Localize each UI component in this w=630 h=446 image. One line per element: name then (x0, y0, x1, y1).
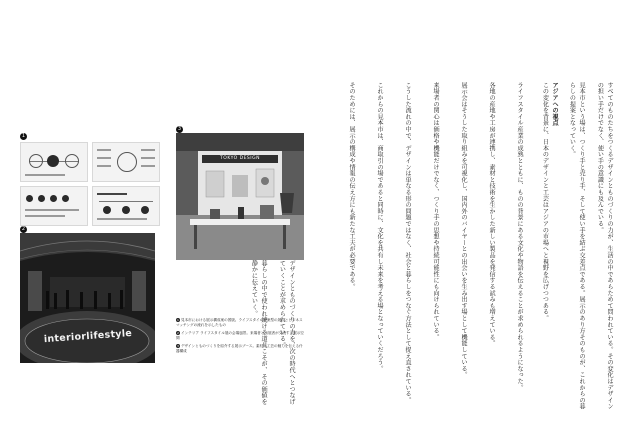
body-column-9-text: これからの見本市は、商取引の場であると同時に、文化を共有し未来を考える場となっていくだろう。 (376, 82, 383, 372)
body-column-12-text: 暮らしの中で使われ続ける道具こそが、その価値を静かに伝えていく。 (250, 260, 267, 405)
figure-3-number: 3 (177, 126, 182, 132)
diagram-thumbnail-3 (20, 186, 88, 226)
body-column-2-text: 見本市という場は、つくり手と売り手、そして使い手を結ぶ交差点である。展示のあり方そのものが、これからの暮らしの提案となっていく。 (568, 82, 585, 410)
body-column-12 (244, 260, 268, 410)
booth-sign-text: TOKYO DESIGN (220, 156, 260, 161)
caption-2-text: インテリア ライフスタイル展の会場風景。来場者と出展者が交流する展示空間 (176, 331, 304, 340)
body-column-4 (500, 82, 524, 412)
booth-photo-illustration (176, 133, 304, 260)
figure-1 (20, 133, 160, 225)
caption-3-text: デザインとものづくりを紹介する展示ブース。素材と工芸の魅力を伝える什器構成 (176, 344, 303, 353)
body-column-7-text: 来場者の関心は価格や機能だけでなく、つくり手の思想や持続可能性にも向けられている。 (432, 82, 439, 341)
body-column-5 (472, 82, 496, 412)
body-column-11-text: デザインとものづくりの力を、次の時代へとつなげていくことが求められている。 (278, 260, 295, 405)
body-column-6 (444, 82, 468, 412)
body-column-8-text: こうした流れの中で、デザインは単なる形の問題ではなく、社会と暮らしをつなぐ方法として捉え直されている。 (404, 82, 411, 404)
figure-2-number: 2 (21, 226, 26, 232)
section-heading: アジアへの視点 (551, 82, 558, 127)
figure-2-hall-photo (20, 233, 155, 363)
body-column-1-text: すべてのものたちをつくるデザインとものづくりの力が、生活の中であらためて問われている。その変化はデザインの担い手だけでなく、使い手の意識にも及んでいる。 (596, 82, 613, 410)
body-column-3-text: この変化を背景に、日本のデザインと工芸はアジアの市場へと視野を広げつつある。 (541, 82, 549, 322)
body-column-10 (332, 82, 356, 412)
body-column-6-text: 展示会はそうした取り組みを可視化し、国内外のバイヤーとの出会いを生み出す場として機能している。 (460, 82, 467, 379)
body-column-4-text: ライフスタイル産業の成熟とともに、ものの背景にある文化や物語を伝えることが求められるようになった。 (516, 82, 523, 391)
diagram-thumbnail-4 (92, 186, 160, 226)
caption-1-number: 1 (177, 318, 179, 322)
body-column-5-text: 各地の産地や工房が連携し、素材と技術を生かした新しい製品を発信する試みも増えている。 (488, 82, 495, 347)
body-column-9 (360, 82, 384, 412)
diagram-thumbnail-1 (20, 142, 88, 182)
diagram-thumbnail-2 (92, 142, 160, 182)
body-column-7 (416, 82, 440, 412)
body-column-3 (529, 82, 559, 412)
body-column-8 (388, 82, 412, 412)
floor-sign-text: interiorlifestyle (43, 327, 133, 346)
caption-1-text: 見本市における展示構成案の図版。ライフスタイル提案型の展示とビジネスマッチングの流れを示したもの (176, 318, 303, 327)
body-column-1 (590, 82, 614, 412)
caption-2-number: 2 (177, 331, 179, 335)
figure-1-number: 1 (21, 133, 26, 139)
body-column-10-text: そのためには、展示の構成や情報の伝え方にも新たな工夫が必要である。 (348, 82, 355, 290)
figure-3-booth-photo (176, 133, 304, 260)
body-column-2 (562, 82, 586, 412)
body-column-11 (272, 260, 296, 410)
caption-3-number: 3 (177, 344, 179, 348)
